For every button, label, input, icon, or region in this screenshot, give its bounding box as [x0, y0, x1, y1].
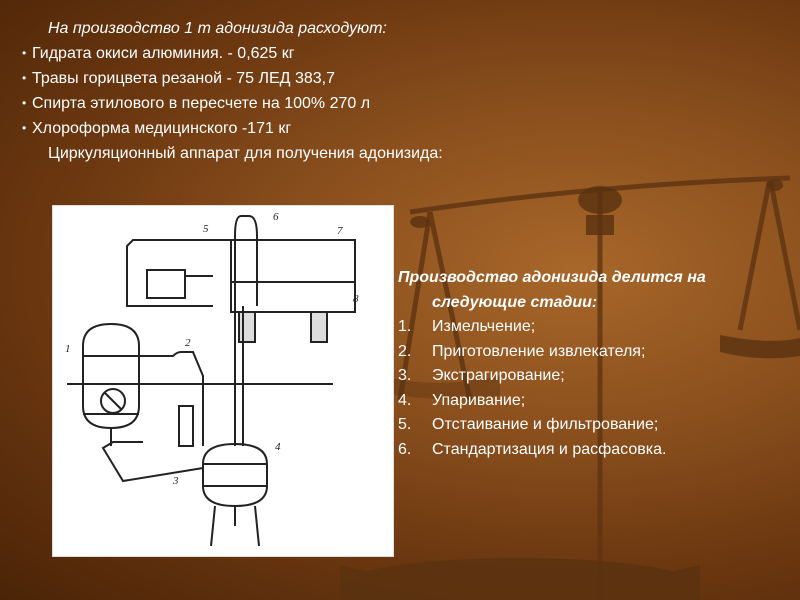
stage-item: [398, 315, 798, 340]
stage-number: 6.: [398, 440, 412, 458]
consumption-item: • Гидрата окиси алюминия. - 0,625 кг: [22, 41, 582, 66]
label-5: 5: [203, 223, 209, 235]
stage-item: [398, 389, 798, 414]
stage-number: 5.: [398, 416, 412, 433]
apparatus-diagram: [52, 205, 394, 557]
stage-number: 3.: [398, 367, 412, 384]
label-1: 1: [65, 343, 71, 355]
label-6: 6: [273, 211, 279, 223]
stage-number: 4.: [398, 391, 412, 409]
apparatus-drawing: [53, 206, 393, 556]
intro-block: [22, 16, 582, 166]
label-7: 7: [337, 225, 343, 237]
stage-text: Отстаивание и фильтрование;: [432, 416, 659, 433]
stage-item: [398, 413, 798, 438]
stage-number: 2.: [398, 342, 412, 360]
stage-text: Стандартизация и расфасовка.: [432, 440, 667, 458]
stage-item: [398, 364, 798, 389]
stage-text: Упаривание;: [432, 391, 526, 409]
label-3: 3: [173, 475, 179, 487]
stage-text: Приготовление извлекателя;: [432, 342, 646, 360]
stage-item: [398, 340, 798, 365]
label-8: 8: [353, 293, 359, 305]
figure-caption: Циркуляционный аппарат для получения адонизида:: [48, 145, 443, 162]
stage-text: Измельчение;: [432, 318, 536, 335]
consumption-item: • Хлороформа медицинского -171 кг: [22, 116, 582, 141]
stage-text: Экстрагирование;: [432, 367, 565, 384]
label-4: 4: [275, 441, 281, 453]
stages-block: [398, 266, 798, 462]
label-2: 2: [185, 337, 191, 349]
stages-title: Производство адонизида делится на: [398, 269, 706, 286]
stage-number: 1.: [398, 318, 412, 335]
stages-list: [398, 315, 798, 462]
consumption-item: • Травы горицвета резаной - 75 ЛЕД 383,7: [22, 66, 582, 91]
stage-item: [398, 438, 798, 463]
consumption-item: • Спирта этилового в пересчете на 100% 270 л: [22, 91, 582, 116]
consumption-list: [22, 41, 582, 141]
consumption-heading: На производство 1 т адонизида расходуют:: [48, 20, 387, 37]
stages-title-continued: следующие стадии:: [432, 293, 598, 311]
